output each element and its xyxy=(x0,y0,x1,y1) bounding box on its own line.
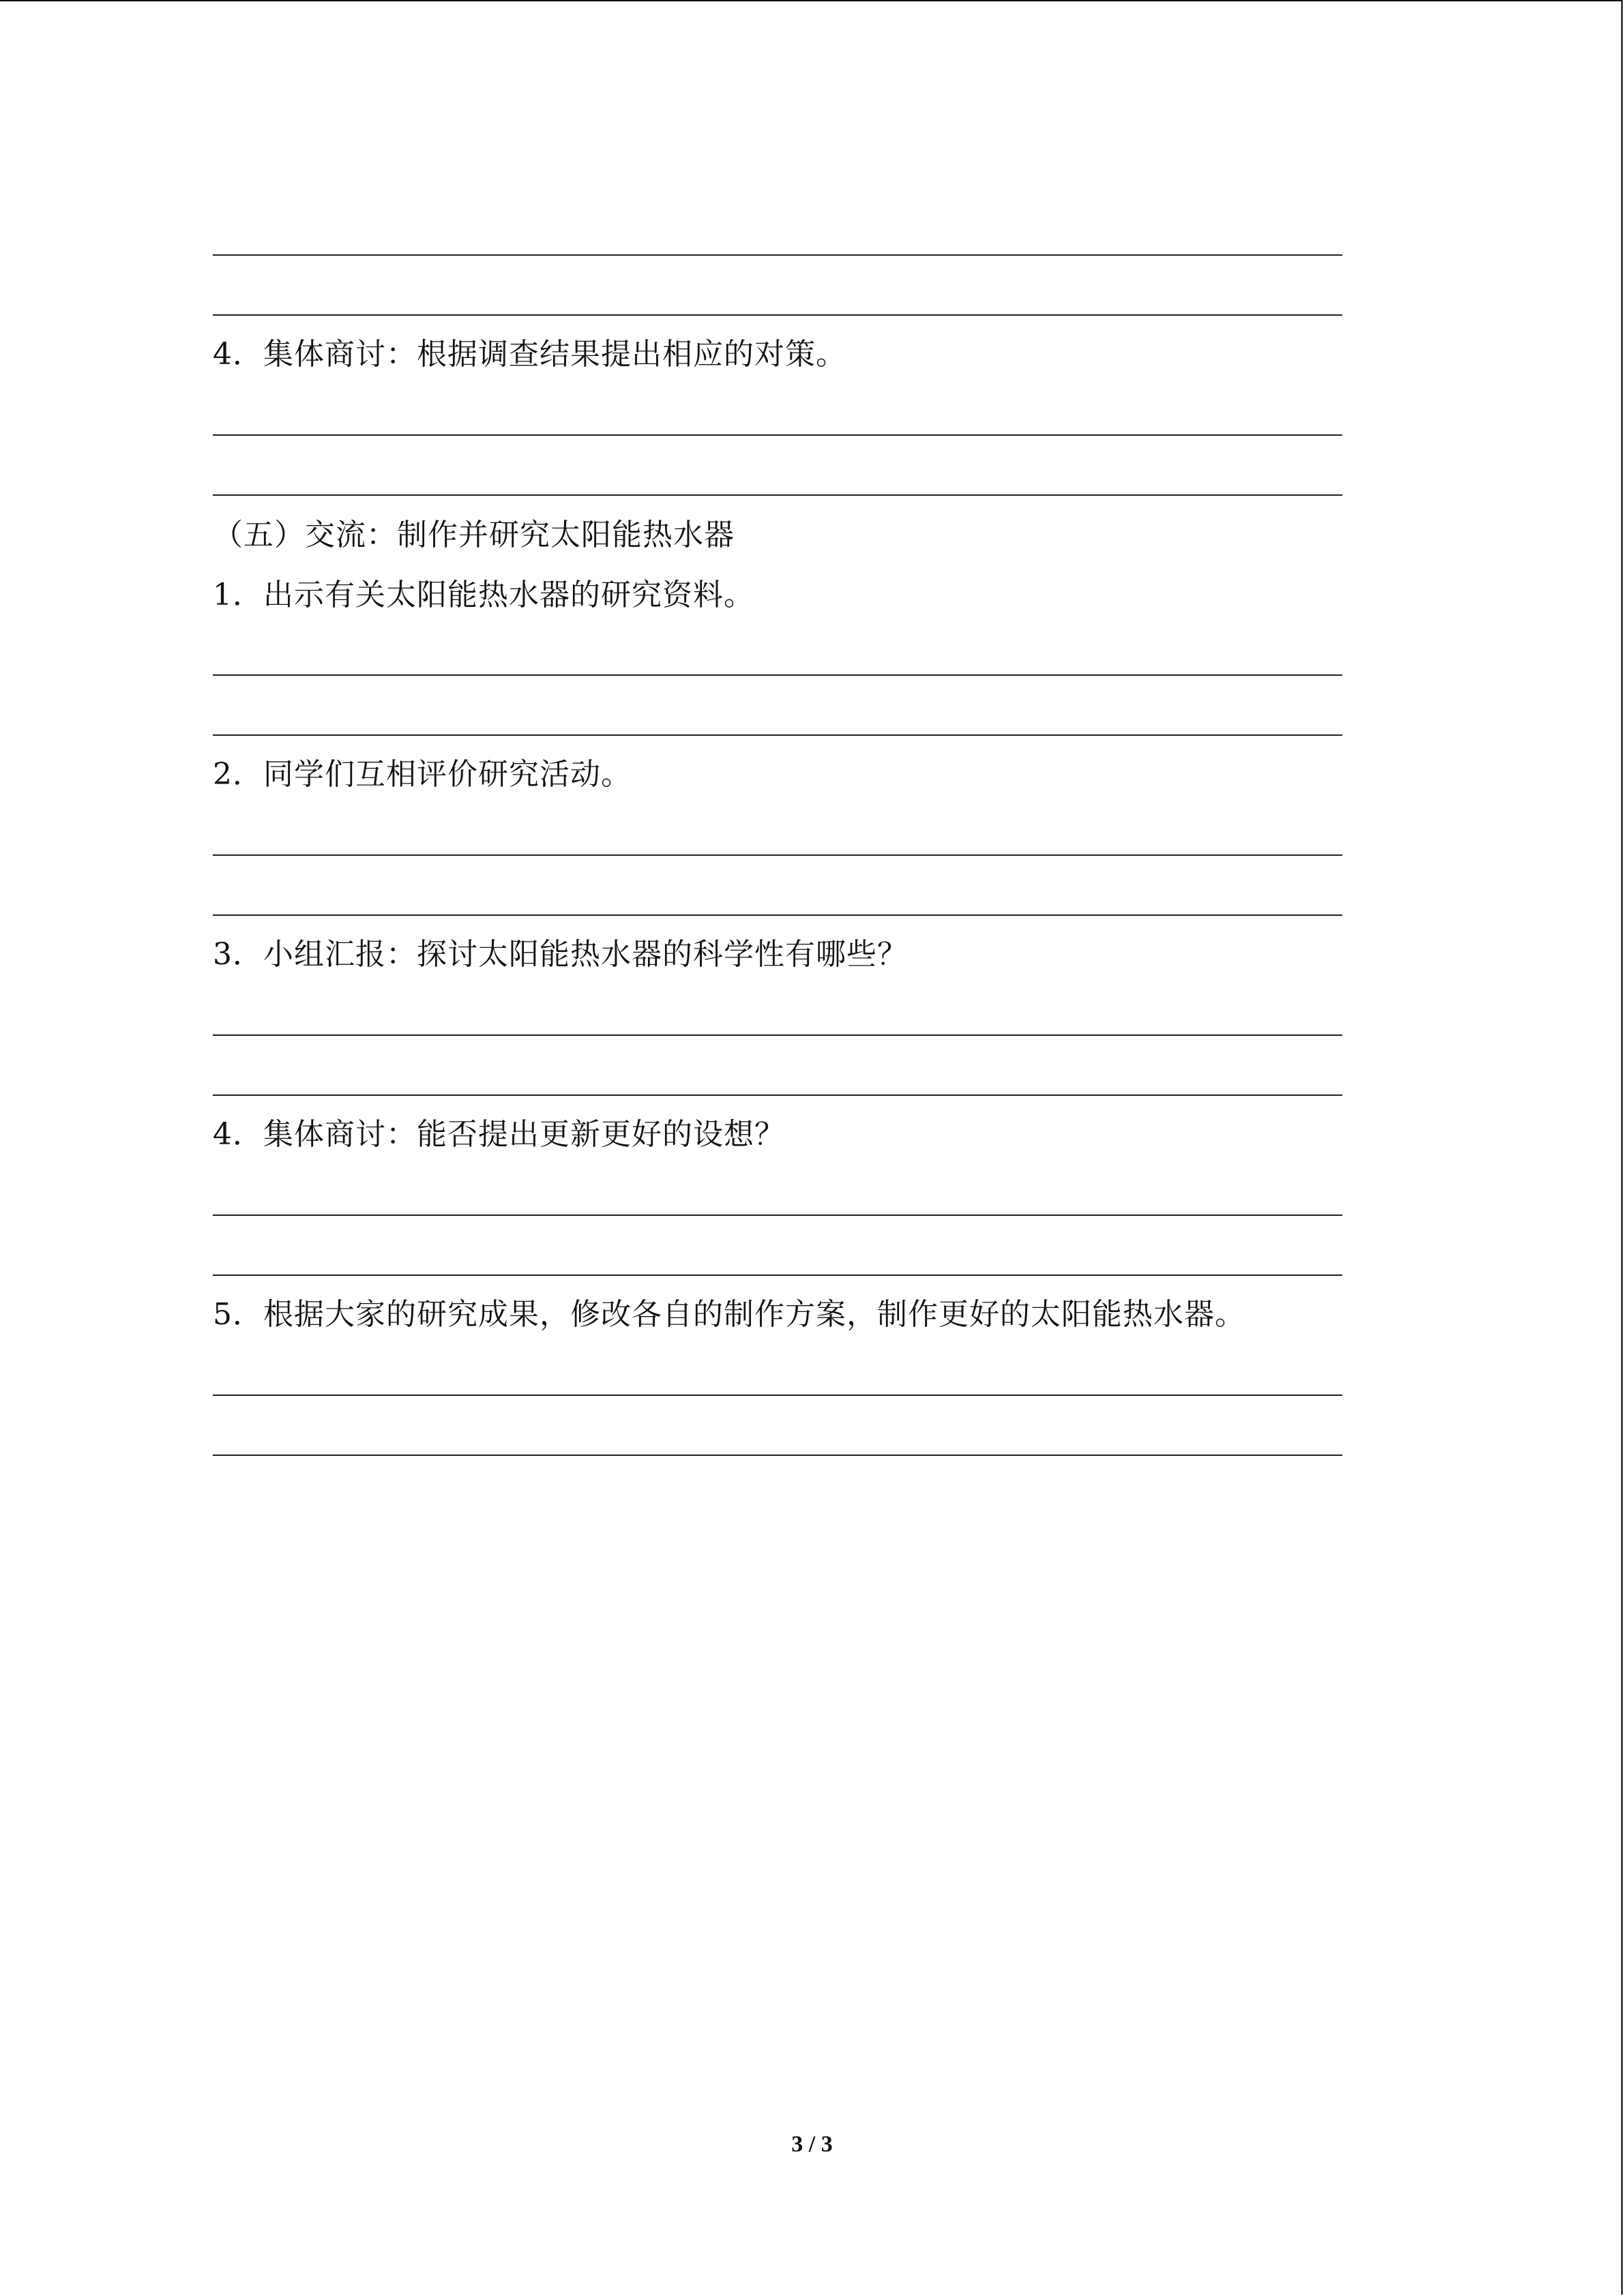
answer-line xyxy=(213,494,1342,496)
answer-line xyxy=(213,1274,1342,1276)
item-4-discussion: 4．集体商讨：根据调查结果提出相应的对策。 xyxy=(213,337,846,372)
item-5-5: 5．根据大家的研究成果，修改各自的制作方案，制作更好的太阳能热水器。 xyxy=(213,1297,1245,1332)
answer-line xyxy=(213,674,1342,676)
answer-line xyxy=(213,434,1342,436)
answer-line xyxy=(213,1034,1342,1036)
page-number: 3 / 3 xyxy=(791,2132,833,2157)
section-5-heading: （五）交流：制作并研究太阳能热水器 xyxy=(213,518,735,552)
answer-line xyxy=(213,1214,1342,1216)
item-5-1: 1．出示有关太阳能热水器的研究资料。 xyxy=(213,578,754,612)
answer-line xyxy=(213,734,1342,736)
answer-line xyxy=(213,1455,1342,1456)
item-5-3: 3．小组汇报：探讨太阳能热水器的科学性有哪些？ xyxy=(213,937,908,972)
answer-line xyxy=(213,854,1342,856)
item-5-2: 2．同学们互相评价研究活动。 xyxy=(213,757,632,792)
answer-line xyxy=(213,254,1342,256)
answer-line xyxy=(213,914,1342,916)
answer-line xyxy=(213,314,1342,316)
item-5-4: 4．集体商讨：能否提出更新更好的设想？ xyxy=(213,1117,785,1152)
answer-line xyxy=(213,1094,1342,1096)
answer-line xyxy=(213,1395,1342,1396)
